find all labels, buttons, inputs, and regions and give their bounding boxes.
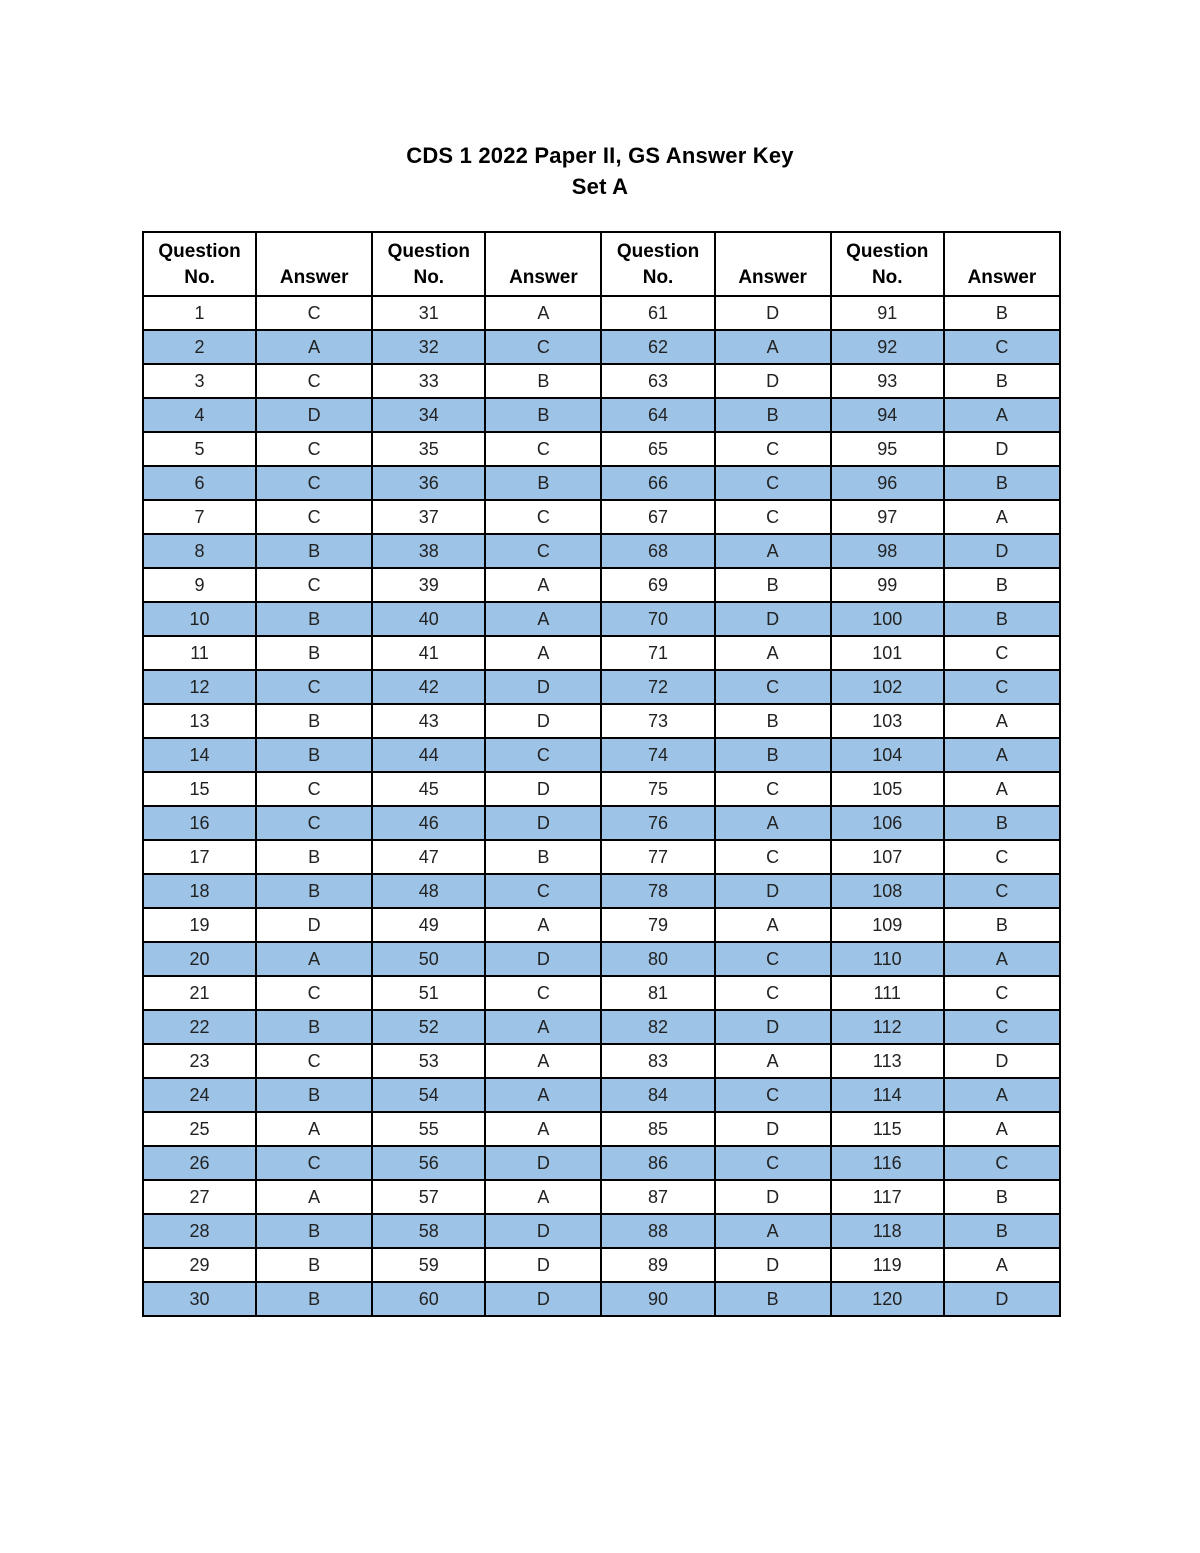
question-number-cell: 38: [372, 534, 485, 568]
answer-cell: A: [485, 602, 601, 636]
question-number-cell: 118: [831, 1214, 944, 1248]
question-number-cell: 5: [143, 432, 256, 466]
answer-cell: C: [715, 840, 831, 874]
question-number-cell: 114: [831, 1078, 944, 1112]
question-number-cell: 17: [143, 840, 256, 874]
answer-cell: C: [256, 670, 372, 704]
question-number-cell: 35: [372, 432, 485, 466]
question-number-cell: 39: [372, 568, 485, 602]
table-row: [143, 636, 1060, 670]
question-number-cell: 50: [372, 942, 485, 976]
answer-cell: D: [944, 1044, 1060, 1078]
answer-cell: B: [715, 568, 831, 602]
answer-cell: A: [944, 704, 1060, 738]
answer-cell: B: [944, 568, 1060, 602]
answer-cell: A: [256, 942, 372, 976]
answer-cell: C: [485, 330, 601, 364]
question-number-cell: 66: [601, 466, 714, 500]
answer-cell: D: [715, 602, 831, 636]
question-number-cell: 42: [372, 670, 485, 704]
answer-cell: B: [256, 1282, 372, 1316]
question-number-cell: 29: [143, 1248, 256, 1282]
answer-cell: B: [256, 874, 372, 908]
question-number-cell: 30: [143, 1282, 256, 1316]
question-number-cell: 95: [831, 432, 944, 466]
question-number-cell: 23: [143, 1044, 256, 1078]
question-number-cell: 11: [143, 636, 256, 670]
answer-cell: A: [944, 772, 1060, 806]
answer-cell: C: [485, 534, 601, 568]
question-number-cell: 49: [372, 908, 485, 942]
answer-cell: D: [715, 1248, 831, 1282]
answer-header: Answer: [256, 232, 372, 296]
answer-cell: B: [485, 398, 601, 432]
answer-cell: B: [256, 534, 372, 568]
question-number-cell: 89: [601, 1248, 714, 1282]
answer-cell: C: [256, 500, 372, 534]
answer-cell: B: [944, 1214, 1060, 1248]
answer-cell: B: [256, 1010, 372, 1044]
answer-cell: B: [944, 908, 1060, 942]
table-body: [143, 296, 1060, 1316]
question-number-cell: 109: [831, 908, 944, 942]
question-number-cell: 31: [372, 296, 485, 330]
question-number-cell: 55: [372, 1112, 485, 1146]
answer-cell: A: [256, 330, 372, 364]
answer-cell: A: [485, 296, 601, 330]
answer-cell: D: [485, 1282, 601, 1316]
table-row: [143, 1248, 1060, 1282]
answer-cell: B: [944, 806, 1060, 840]
answer-cell: D: [485, 704, 601, 738]
table-row: [143, 738, 1060, 772]
question-number-cell: 18: [143, 874, 256, 908]
question-number-cell: 75: [601, 772, 714, 806]
table-row: [143, 942, 1060, 976]
answer-cell: C: [256, 976, 372, 1010]
question-number-cell: 84: [601, 1078, 714, 1112]
question-number-cell: 88: [601, 1214, 714, 1248]
answer-cell: A: [944, 1078, 1060, 1112]
question-number-cell: 85: [601, 1112, 714, 1146]
answer-cell: D: [715, 1112, 831, 1146]
question-number-cell: 34: [372, 398, 485, 432]
answer-cell: D: [715, 1180, 831, 1214]
question-number-cell: 108: [831, 874, 944, 908]
question-number-cell: 115: [831, 1112, 944, 1146]
answer-cell: B: [256, 602, 372, 636]
answer-cell: C: [715, 1078, 831, 1112]
answer-cell: B: [944, 296, 1060, 330]
table-row: [143, 1044, 1060, 1078]
answer-header: Answer: [715, 232, 831, 296]
question-number-cell: 92: [831, 330, 944, 364]
question-number-cell: 20: [143, 942, 256, 976]
question-number-cell: 1: [143, 296, 256, 330]
table-row: [143, 840, 1060, 874]
answer-cell: A: [485, 908, 601, 942]
answer-header: Answer: [944, 232, 1060, 296]
question-number-cell: 58: [372, 1214, 485, 1248]
question-number-cell: 99: [831, 568, 944, 602]
table-row: [143, 1214, 1060, 1248]
answer-cell: D: [485, 1146, 601, 1180]
question-number-cell: 113: [831, 1044, 944, 1078]
answer-cell: A: [256, 1180, 372, 1214]
answer-cell: C: [944, 976, 1060, 1010]
table-row: [143, 704, 1060, 738]
question-number-cell: 64: [601, 398, 714, 432]
answer-cell: A: [944, 942, 1060, 976]
answer-cell: B: [715, 1282, 831, 1316]
answer-cell: C: [715, 432, 831, 466]
answer-cell: B: [485, 364, 601, 398]
table-row: [143, 1010, 1060, 1044]
question-number-cell: 73: [601, 704, 714, 738]
question-number-cell: 32: [372, 330, 485, 364]
answer-cell: D: [715, 364, 831, 398]
question-number-cell: 93: [831, 364, 944, 398]
question-number-cell: 90: [601, 1282, 714, 1316]
question-number-cell: 110: [831, 942, 944, 976]
question-number-cell: 25: [143, 1112, 256, 1146]
table-row: [143, 1282, 1060, 1316]
answer-cell: D: [485, 942, 601, 976]
question-number-cell: 19: [143, 908, 256, 942]
answer-cell: B: [256, 704, 372, 738]
question-no-header: Question No.: [143, 232, 256, 296]
answer-cell: C: [944, 840, 1060, 874]
question-number-cell: 67: [601, 500, 714, 534]
table-row: [143, 398, 1060, 432]
table-row: [143, 330, 1060, 364]
question-number-cell: 102: [831, 670, 944, 704]
question-number-cell: 68: [601, 534, 714, 568]
answer-cell: A: [485, 1180, 601, 1214]
document-header: [0, 140, 1200, 202]
answer-cell: B: [256, 1214, 372, 1248]
answer-cell: C: [944, 1146, 1060, 1180]
table-row: [143, 1180, 1060, 1214]
question-number-cell: 86: [601, 1146, 714, 1180]
question-number-cell: 41: [372, 636, 485, 670]
question-number-cell: 72: [601, 670, 714, 704]
answer-cell: D: [715, 874, 831, 908]
question-number-cell: 61: [601, 296, 714, 330]
table-row: [143, 568, 1060, 602]
answer-cell: D: [256, 398, 372, 432]
answer-cell: D: [485, 1214, 601, 1248]
answer-cell: D: [944, 534, 1060, 568]
table-row: [143, 466, 1060, 500]
answer-cell: B: [256, 636, 372, 670]
answer-cell: C: [485, 500, 601, 534]
question-number-cell: 77: [601, 840, 714, 874]
answer-cell: C: [256, 364, 372, 398]
table-row: [143, 1146, 1060, 1180]
question-number-cell: 2: [143, 330, 256, 364]
question-number-cell: 37: [372, 500, 485, 534]
answer-cell: B: [256, 1078, 372, 1112]
answer-cell: A: [715, 1044, 831, 1078]
answer-cell: A: [944, 1248, 1060, 1282]
question-number-cell: 98: [831, 534, 944, 568]
question-number-cell: 100: [831, 602, 944, 636]
answer-cell: C: [944, 1010, 1060, 1044]
answer-cell: A: [256, 1112, 372, 1146]
answer-cell: B: [715, 704, 831, 738]
answer-key-table: [142, 231, 1061, 1317]
answer-cell: A: [715, 806, 831, 840]
answer-cell: D: [485, 1248, 601, 1282]
answer-cell: A: [485, 1078, 601, 1112]
answer-cell: B: [944, 1180, 1060, 1214]
answer-cell: A: [485, 1044, 601, 1078]
question-number-cell: 60: [372, 1282, 485, 1316]
question-number-cell: 97: [831, 500, 944, 534]
answer-cell: A: [715, 1214, 831, 1248]
answer-cell: C: [485, 432, 601, 466]
answer-cell: D: [256, 908, 372, 942]
answer-cell: C: [715, 976, 831, 1010]
question-number-cell: 48: [372, 874, 485, 908]
answer-cell: B: [715, 398, 831, 432]
question-number-cell: 107: [831, 840, 944, 874]
answer-cell: C: [256, 432, 372, 466]
answer-cell: D: [944, 1282, 1060, 1316]
table-row: [143, 432, 1060, 466]
answer-cell: A: [715, 636, 831, 670]
answer-cell: C: [944, 330, 1060, 364]
question-number-cell: 83: [601, 1044, 714, 1078]
answer-cell: B: [256, 1248, 372, 1282]
answer-cell: B: [944, 466, 1060, 500]
question-number-cell: 10: [143, 602, 256, 636]
question-number-cell: 82: [601, 1010, 714, 1044]
question-number-cell: 111: [831, 976, 944, 1010]
answer-cell: A: [485, 568, 601, 602]
question-no-header: Question No.: [372, 232, 485, 296]
answer-cell: C: [715, 942, 831, 976]
question-number-cell: 104: [831, 738, 944, 772]
question-number-cell: 45: [372, 772, 485, 806]
page-title: CDS 1 2022 Paper II, GS Answer Key: [406, 143, 794, 168]
question-number-cell: 63: [601, 364, 714, 398]
answer-cell: A: [715, 908, 831, 942]
question-number-cell: 16: [143, 806, 256, 840]
question-number-cell: 12: [143, 670, 256, 704]
question-number-cell: 22: [143, 1010, 256, 1044]
answer-cell: A: [944, 1112, 1060, 1146]
answer-cell: A: [715, 330, 831, 364]
answer-cell: A: [715, 534, 831, 568]
answer-cell: D: [715, 1010, 831, 1044]
question-number-cell: 51: [372, 976, 485, 1010]
question-number-cell: 6: [143, 466, 256, 500]
table-header-row: [143, 232, 1060, 296]
question-number-cell: 80: [601, 942, 714, 976]
question-no-header: Question No.: [831, 232, 944, 296]
answer-cell: B: [256, 738, 372, 772]
question-number-cell: 3: [143, 364, 256, 398]
question-number-cell: 47: [372, 840, 485, 874]
answer-cell: C: [485, 976, 601, 1010]
question-number-cell: 105: [831, 772, 944, 806]
answer-cell: C: [715, 466, 831, 500]
answer-cell: C: [944, 636, 1060, 670]
question-number-cell: 79: [601, 908, 714, 942]
answer-cell: D: [485, 806, 601, 840]
question-number-cell: 40: [372, 602, 485, 636]
answer-cell: D: [944, 432, 1060, 466]
question-number-cell: 14: [143, 738, 256, 772]
question-number-cell: 4: [143, 398, 256, 432]
question-number-cell: 53: [372, 1044, 485, 1078]
answer-cell: A: [485, 1010, 601, 1044]
question-no-header: Question No.: [601, 232, 714, 296]
table-row: [143, 908, 1060, 942]
question-number-cell: 9: [143, 568, 256, 602]
question-number-cell: 44: [372, 738, 485, 772]
question-number-cell: 117: [831, 1180, 944, 1214]
question-number-cell: 27: [143, 1180, 256, 1214]
answer-cell: D: [715, 296, 831, 330]
table-row: [143, 296, 1060, 330]
table-row: [143, 602, 1060, 636]
answer-cell: C: [256, 568, 372, 602]
question-number-cell: 7: [143, 500, 256, 534]
answer-cell: C: [485, 874, 601, 908]
question-number-cell: 76: [601, 806, 714, 840]
question-number-cell: 57: [372, 1180, 485, 1214]
question-number-cell: 103: [831, 704, 944, 738]
answer-cell: B: [944, 602, 1060, 636]
answer-header: Answer: [485, 232, 601, 296]
table-row: [143, 806, 1060, 840]
answer-cell: C: [256, 806, 372, 840]
question-number-cell: 120: [831, 1282, 944, 1316]
page-subtitle: Set A: [571, 174, 629, 199]
answer-cell: A: [944, 738, 1060, 772]
answer-cell: C: [715, 1146, 831, 1180]
question-number-cell: 65: [601, 432, 714, 466]
table-row: [143, 500, 1060, 534]
answer-cell: C: [256, 466, 372, 500]
question-number-cell: 91: [831, 296, 944, 330]
question-number-cell: 46: [372, 806, 485, 840]
question-number-cell: 74: [601, 738, 714, 772]
question-number-cell: 43: [372, 704, 485, 738]
question-number-cell: 24: [143, 1078, 256, 1112]
question-number-cell: 112: [831, 1010, 944, 1044]
answer-cell: D: [485, 670, 601, 704]
question-number-cell: 101: [831, 636, 944, 670]
question-number-cell: 8: [143, 534, 256, 568]
answer-cell: A: [485, 636, 601, 670]
question-number-cell: 59: [372, 1248, 485, 1282]
answer-cell: C: [944, 874, 1060, 908]
question-number-cell: 81: [601, 976, 714, 1010]
answer-cell: B: [944, 364, 1060, 398]
question-number-cell: 116: [831, 1146, 944, 1180]
answer-cell: B: [256, 840, 372, 874]
question-number-cell: 54: [372, 1078, 485, 1112]
table-row: [143, 670, 1060, 704]
question-number-cell: 70: [601, 602, 714, 636]
table-row: [143, 364, 1060, 398]
answer-cell: C: [485, 738, 601, 772]
answer-cell: C: [715, 772, 831, 806]
answer-cell: C: [256, 1044, 372, 1078]
question-number-cell: 15: [143, 772, 256, 806]
table-row: [143, 874, 1060, 908]
answer-cell: B: [485, 840, 601, 874]
question-number-cell: 13: [143, 704, 256, 738]
table-row: [143, 1078, 1060, 1112]
question-number-cell: 33: [372, 364, 485, 398]
question-number-cell: 56: [372, 1146, 485, 1180]
answer-cell: A: [944, 500, 1060, 534]
question-number-cell: 78: [601, 874, 714, 908]
question-number-cell: 26: [143, 1146, 256, 1180]
question-number-cell: 36: [372, 466, 485, 500]
answer-cell: A: [944, 398, 1060, 432]
table-row: [143, 772, 1060, 806]
table-row: [143, 534, 1060, 568]
table-row: [143, 976, 1060, 1010]
question-number-cell: 69: [601, 568, 714, 602]
question-number-cell: 106: [831, 806, 944, 840]
question-number-cell: 52: [372, 1010, 485, 1044]
question-number-cell: 62: [601, 330, 714, 364]
answer-cell: C: [256, 296, 372, 330]
table-row: [143, 1112, 1060, 1146]
answer-cell: B: [715, 738, 831, 772]
question-number-cell: 96: [831, 466, 944, 500]
answer-cell: C: [715, 500, 831, 534]
question-number-cell: 87: [601, 1180, 714, 1214]
question-number-cell: 28: [143, 1214, 256, 1248]
question-number-cell: 119: [831, 1248, 944, 1282]
answer-cell: C: [944, 670, 1060, 704]
answer-cell: C: [256, 772, 372, 806]
question-number-cell: 21: [143, 976, 256, 1010]
question-number-cell: 94: [831, 398, 944, 432]
answer-cell: B: [485, 466, 601, 500]
question-number-cell: 71: [601, 636, 714, 670]
answer-cell: D: [485, 772, 601, 806]
answer-cell: A: [485, 1112, 601, 1146]
answer-cell: C: [715, 670, 831, 704]
answer-cell: C: [256, 1146, 372, 1180]
